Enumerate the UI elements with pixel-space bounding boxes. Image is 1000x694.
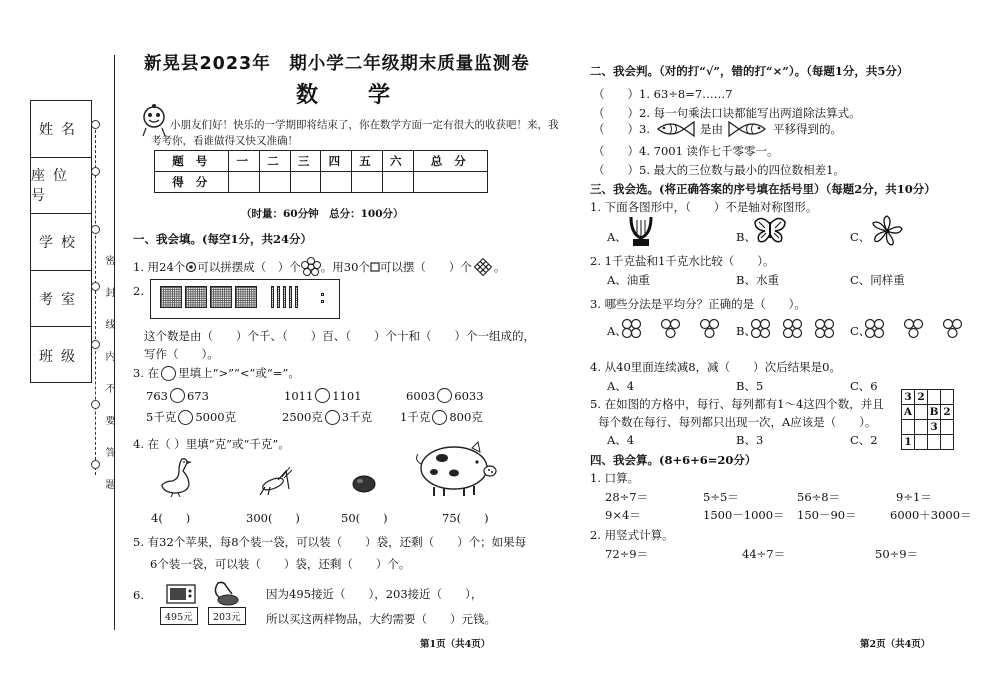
score-cell: 题 号 [155,151,229,172]
circle-groups-a-icon [621,316,731,342]
score-cell: 二 [260,151,291,172]
grid-row [902,435,954,450]
q6-label: 6. [133,588,144,602]
binding-hole-icon [91,282,100,291]
choice-q5-opt-c[interactable]: C、2 [850,433,878,447]
q1-1 [133,256,505,278]
choice-q5-line2: 每个数在每行、每列都只出现一次，A应该是（ ）。 [598,415,877,429]
score-input-cell[interactable] [229,172,260,193]
section3-heading: 三、我会选。(将正确答案的序号填在括号里）（每题2分，共10分） [590,182,936,196]
calc-item: 56÷8＝ [797,490,841,504]
q4-text: 4. 在（ ）里填“克”或“千克”。 [133,437,290,451]
microwave-icon [166,583,196,605]
grid-cell: 3 [902,390,915,405]
lyre-icon [628,214,654,248]
compare-item [282,409,372,425]
choice-q3: 3. 哪些分法是平均分？正确的是（ ）。 [590,297,806,311]
compare-right: 800克 [449,410,483,424]
time-info: （时量：60分钟 总分：100分） [241,208,404,220]
q4-blank[interactable]: 75( ) [442,511,489,525]
compare-circle-input[interactable] [325,410,340,425]
binding-dashed-line [95,125,96,475]
calc-item: 50÷9＝ [875,547,919,561]
page-number-2: 第2页（共4页） [860,639,931,650]
compare-right: 6033 [454,388,484,403]
choice-q4-opt-b[interactable]: B、5 [736,379,764,393]
grid-row [902,420,954,435]
choice-q2-opt-c[interactable]: C、同样重 [850,273,905,287]
compare-circle-input[interactable] [315,388,330,403]
calc-item: 9÷1＝ [896,490,932,504]
choice-q5-opt-b[interactable]: B、3 [736,433,764,447]
q2-line2: 写作（ ）。 [144,347,219,361]
student-info-box [30,100,92,383]
score-cell: 四 [321,151,352,172]
choice-q2-opt-a[interactable]: A、油重 [607,273,650,287]
score-table [154,150,488,193]
binding-hole-icon [91,120,100,129]
price-tag-microwave: 495元 [160,607,198,625]
score-input-cell[interactable] [352,172,383,193]
q1-text-e: 。 [493,260,506,274]
judge-item-4: （ ）4. 7001 读作七千零零一。 [593,144,779,158]
place-value-blocks-icon [150,279,340,319]
q3-intro [133,365,300,381]
info-seat[interactable]: 座位号 [31,158,91,215]
grasshopper-icon [256,465,292,497]
q2-line1: 这个数是由（ ）个千、（ ）百、（ ）个十和（ ）个一组成的， [144,329,535,343]
score-input-cell[interactable] [413,172,487,193]
calc-sub1: 1. 口算。 [590,471,640,485]
fish-icon [727,120,769,138]
info-class[interactable]: 班级 [39,348,83,365]
compare-item [146,388,209,403]
q4-blank[interactable]: 50( ) [341,511,388,525]
page-number-1: 第1页（共4页） [420,639,491,650]
compare-left: 763 [146,388,168,403]
vacuum-cleaner-icon [210,580,240,606]
judge-item-3-text: （ ）3. [593,122,650,136]
calc-item: 44÷7＝ [742,547,786,561]
grid-cell: 2 [941,405,954,420]
judge-item-3 [593,120,842,138]
binding-hole-icon [91,225,100,234]
circle-groups-c-icon [864,316,976,342]
grid-cell: 1 [902,435,915,450]
diamond-squares-icon [472,256,494,278]
calc-item: 5÷5＝ [703,490,739,504]
compare-left: 2500克 [282,410,323,424]
binding-warning: 密 封 线 内 不 要 答 题 [103,255,114,495]
score-table-score-row [155,172,488,193]
judge-item-5: （ ）5. 最大的三位数与最小的四位数相差1。 [593,163,845,177]
q5-line2: 6个装一袋，可以装（ ）袋，还剩（ ）个。 [150,557,411,571]
grid-cell [941,435,954,450]
judge-item-3-end: 平移得到的。 [772,122,842,136]
choice-q3-opt-a[interactable]: A、 [607,324,627,338]
q3-intro-text: 3. 在 [133,366,160,380]
score-cell: 总 分 [413,151,487,172]
grid-cell [928,390,941,405]
choice-q3-opt-c[interactable]: C、 [850,324,871,338]
intro-line-2: 考考你，看谁做得又快又准确！ [151,135,298,147]
compare-right: 1101 [332,388,362,403]
calc-item: 28÷7＝ [605,490,649,504]
compare-left: 1011 [284,388,314,403]
score-cell: 六 [382,151,413,172]
q1-text-a: 1. 用24个 [133,260,186,274]
grid-cell [941,390,954,405]
grid-cell: A [902,405,915,420]
q5-line1: 5. 有32个苹果，每8个装一袋，可以装（ ）袋，还剩（ ）个；如果每 [133,535,527,549]
section2-heading: 二、我会判。（对的打“√”，错的打“×”）。（每题1分，共5分） [590,64,909,78]
binding-hole-icon [91,167,100,176]
fish-icon [654,120,696,138]
judge-item-3-mid: 是由 [699,122,723,136]
flower-shape-icon [301,257,321,277]
info-name[interactable]: 姓名 [31,101,91,158]
compare-right: 3千克 [341,410,373,424]
compare-item [400,409,483,425]
square-icon [370,262,380,272]
choice-q4-opt-a[interactable]: A、4 [607,379,635,393]
q3-intro-text-2: 里填上“>”“<”或“=”。 [178,366,300,380]
margin-divider [114,55,115,630]
calc-item: 9×4＝ [605,508,641,522]
grid-cell [902,420,915,435]
binding-hole-icon [91,460,100,469]
q2-label: 2. [133,284,144,298]
q6-line1: 因为495接近（ ），203接近（ ）， [266,587,483,601]
grid-cell [928,435,941,450]
choice-q4-opt-c[interactable]: C、6 [850,379,878,393]
score-cell: 得 分 [155,172,229,193]
compare-left: 5千克 [146,410,177,424]
price-tag-vacuum: 203元 [208,607,246,625]
butterfly-icon [753,216,787,244]
score-table-header-row [155,151,488,172]
compare-item [406,388,484,403]
info-school[interactable]: 学校 [31,214,91,271]
q1-text-c: 。用30个 [320,260,370,274]
q4-blank[interactable]: 300( ) [246,511,300,525]
grid-cell [915,435,928,450]
q4-blank[interactable]: 4( ) [151,511,191,525]
compare-circle-input[interactable] [170,388,185,403]
circle-dot-icon [185,261,197,273]
q1-text-d: 可以摆（ ）个 [379,260,472,274]
binding-hole-icon [91,340,100,349]
score-input-cell[interactable] [260,172,291,193]
q1-text-b: 可以拼摆成（ ）个 [197,260,301,274]
grid-cell [915,405,928,420]
calc-item: 1500－1000＝ [703,508,785,522]
score-cell: 一 [229,151,260,172]
bauhinia-flower-icon [870,214,904,248]
intro-line-1: 小朋友们好！快乐的一学期即将结束了，你在数学方面一定有很大的收获吧！来，我 [170,119,559,131]
calc-item: 150－90＝ [797,508,857,522]
exam-title: 新晃县2023年 期小学二年级期末质量监测卷 [144,54,530,74]
compare-right: 673 [186,388,209,403]
choice-q1-opt-a[interactable]: A、 [607,230,627,244]
choice-q1-opt-c[interactable]: C、 [850,230,871,244]
choice-q3-opt-b[interactable]: B、 [736,324,756,338]
goose-icon [158,455,194,497]
choice-q5-line1: 5. 在如图的方格中，每行、每列都有1～4这四个数，并且 [590,397,884,411]
score-input-cell[interactable] [382,172,413,193]
compare-circle-icon [161,366,176,381]
calc-sub2: 2. 用竖式计算。 [590,528,674,542]
judge-item-1: （ ）1. 63÷8=7……7 [593,87,733,101]
choice-q4: 4. 从40里面连续减8，减（ ）次后结果是0。 [590,360,841,374]
grid-cell: B [928,405,941,420]
grid-cell: 2 [915,390,928,405]
score-input-cell[interactable] [321,172,352,193]
section4-heading: 四、我会算。(8+6+6=20分） [590,453,757,467]
circle-groups-b-icon [750,316,842,342]
compare-circle-input[interactable] [437,388,452,403]
compare-circle-input[interactable] [178,410,193,425]
info-exam-room[interactable]: 考室 [31,271,91,328]
grid-cell [941,420,954,435]
score-cell: 五 [352,151,383,172]
compare-circle-input[interactable] [432,410,447,425]
choice-q2: 2. 1千克盐和1千克水比较（ ）。 [590,254,775,268]
compare-item [146,409,236,425]
choice-q2-opt-b[interactable]: B、水重 [736,273,779,287]
grid-cell [915,420,928,435]
judge-item-2: （ ）2. 每一句乘法口诀都能写出两道除法算式。 [593,106,861,120]
grid-row [902,405,954,420]
pig-icon [414,440,498,498]
subject-title: 数 学 [296,82,405,108]
choice-q5-opt-a[interactable]: A、4 [607,433,635,447]
grid-row [902,390,954,405]
score-input-cell[interactable] [290,172,321,193]
number-grid [901,389,954,450]
grid-cell: 3 [928,420,941,435]
score-cell: 三 [290,151,321,172]
compare-item [284,388,362,403]
compare-right: 5000克 [195,410,237,424]
binding-hole-icon [91,400,100,409]
compare-left: 1千克 [400,410,431,424]
choice-q1: 1. 下面各图形中，（ ）不是轴对称图形。 [590,200,818,214]
choice-q1-opt-b[interactable]: B、 [736,230,756,244]
egg-icon [350,472,378,496]
q6-line2: 所以买这两样物品，大约需要（ ）元钱。 [266,612,496,626]
calc-item: 72÷9＝ [605,547,649,561]
compare-left: 6003 [406,388,436,403]
calc-item: 6000＋3000＝ [890,508,972,522]
section1-heading: 一、我会填。(每空1分，共24分） [133,232,312,246]
